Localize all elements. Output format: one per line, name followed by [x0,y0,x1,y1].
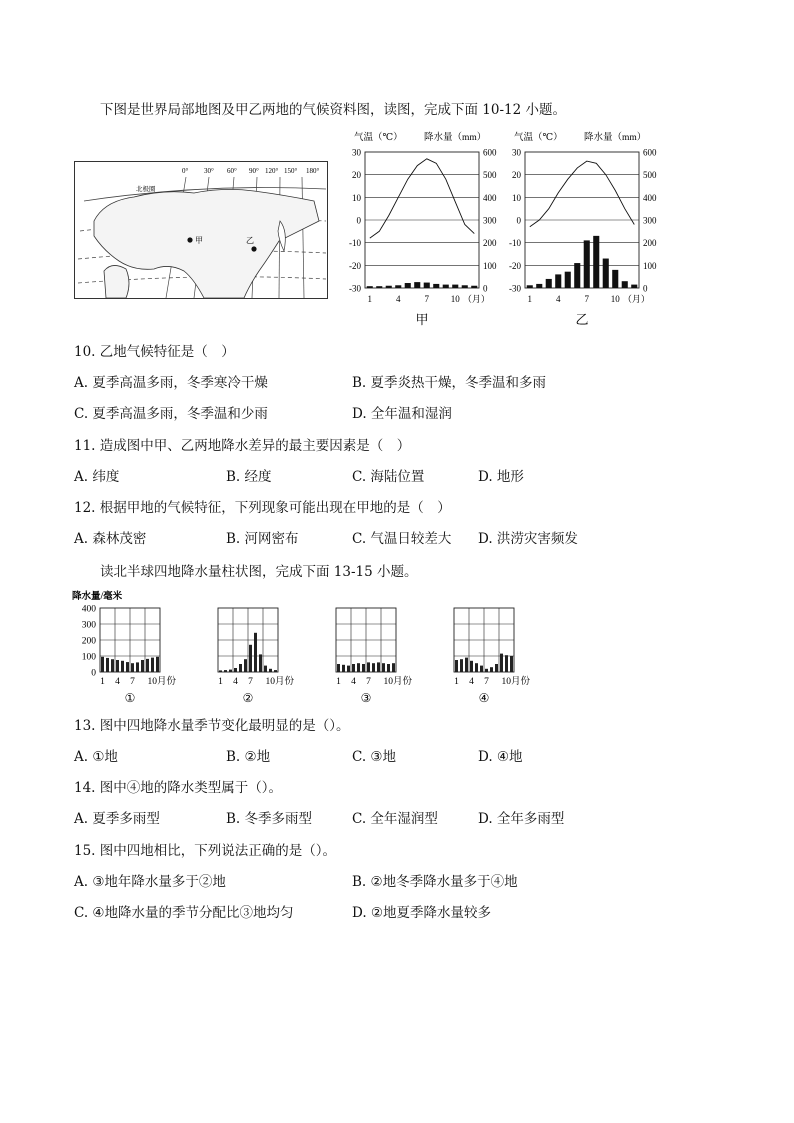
precip-bar [136,662,139,672]
month-tick-label: 7 [366,677,371,687]
q13-stem: 13. 图中四地降水量季节变化最明显的是（）。 [74,718,350,734]
month-tick-label: 4 [556,294,561,304]
precip-bar [433,284,439,288]
precip-bar [387,664,390,672]
climate-chart-jia [340,128,500,334]
precip-bar [244,659,247,672]
precip-bar [362,664,365,672]
q11-option-a[interactable]: A. 纬度 [74,469,120,485]
q14-option-c[interactable]: C. 全年湿润型 [352,811,438,827]
intro-text-2: 读北半球四地降水量柱状图，完成下面 13-15 小题。 [100,564,418,580]
precip-bar [106,658,109,672]
precipitation-charts-svg [70,588,550,708]
month-tick-label: 1 [454,677,459,687]
q14-stem: 14. 图中④地的降水类型属于（）。 [74,780,283,796]
precip-y-tick: 200 [81,636,96,647]
precip-bar [116,660,119,672]
precip-tick-label: 400 [643,192,657,203]
precip-bar [536,284,542,288]
q13-option-d[interactable]: D. ④地 [478,749,523,765]
precip-bar [546,279,552,288]
precip-bar [357,663,360,672]
temp-tick-label: 10 [512,192,521,203]
intro-text-1: 下图是世界局部地图及甲乙两地的气候资料图，读图，完成下面 10-12 小题。 [100,102,566,118]
precip-bar [527,285,533,288]
chart-number-label: ② [242,691,254,705]
q12-stem: 12. 根据甲地的气候特征，下列现象可能出现在甲地的是（ ） [74,500,451,516]
q12-option-b[interactable]: B. 河网密布 [226,531,299,547]
q11-option-c[interactable]: C. 海陆位置 [352,469,425,485]
precip-tick-label: 500 [483,170,497,181]
precipitation-charts [70,588,550,708]
precip-bar [229,670,232,672]
precip-bar [367,662,370,672]
precip-tick-label: 500 [643,170,657,181]
longitude-label: 150° [284,167,298,175]
precip-bar [452,285,458,288]
temp-tick-label: 0 [356,215,361,226]
precip-tick-label: 300 [643,215,657,226]
month-tick-label: 7 [584,294,589,304]
precip-bar [505,655,508,672]
place-jia-dot [187,237,192,242]
month-tick-label: 10 [450,294,460,304]
precip-bar [259,654,262,672]
chart-number-label: ③ [360,691,372,705]
q15-option-a[interactable]: A. ③地年降水量多于②地 [74,874,226,890]
precip-bar [631,285,637,288]
precip-bar [414,282,420,288]
precip-tick-label: 200 [483,238,497,249]
precip-bar [485,669,488,672]
precip-bar [405,283,411,288]
month-tick-label: 4 [233,677,238,687]
month-tick-label: 1 [367,294,372,304]
precip-bar [264,666,267,672]
precip-tick-label: 600 [643,147,657,158]
q13-option-b[interactable]: B. ②地 [226,749,271,765]
precip-bar [269,669,272,672]
month-tick-label: 7 [424,294,429,304]
precip-bar [386,286,392,288]
q14-option-b[interactable]: B. 冬季多雨型 [226,811,313,827]
precip-bar [622,281,628,288]
world-map-figure [74,161,328,301]
precip-axis-label: 降水量（mm） [424,133,487,143]
precip-bar [480,666,483,672]
month-tick-label: 1 [336,677,341,687]
precip-bar [470,661,473,672]
arctic-circle-label: 北极圈 [136,186,156,193]
precip-bar [337,664,340,672]
climate-chart-yi [500,128,665,334]
month-tick-label: 4 [351,677,356,687]
place-jia-label: 甲 [195,236,203,245]
month-tick-label: 1 [527,294,532,304]
precip-bar [352,664,355,672]
precip-ylabel: 降水量/毫米 [72,592,123,602]
precip-bar [593,236,599,288]
precip-bar [239,664,242,672]
precip-bar [126,662,129,672]
precip-bar [146,659,149,672]
precip-y-tick: 0 [91,668,96,679]
precip-bar [462,285,468,288]
place-yi-dot [251,246,256,251]
chart-name-label: 乙 [575,312,589,327]
precip-tick-label: 100 [643,260,657,271]
precip-bar [584,240,590,288]
q12-option-d[interactable]: D. 洪涝灾害频发 [478,531,578,547]
q11-stem: 11. 造成图中甲、乙两地降水差异的最主要因素是（ ） [74,438,411,454]
precip-bar [342,665,345,672]
place-yi-label: 乙 [246,236,254,245]
climate-chart-jia-svg [340,128,500,334]
chart-number-label: ① [124,691,136,705]
month-tick-label: 7 [248,677,253,687]
precip-bar [465,658,468,672]
q11-option-b[interactable]: B. 经度 [226,469,272,485]
q10-option-d[interactable]: D. 全年温和湿润 [352,406,452,422]
longitude-label: 180° [306,167,320,175]
q15-option-c[interactable]: C. ④地降水量的季节分配比③地均匀 [74,905,294,921]
precip-bar [495,664,498,672]
precip-bar [141,660,144,672]
precip-bar [510,656,513,672]
precip-tick-label: 400 [483,192,497,203]
temp-tick-label: -30 [349,283,361,294]
month-tick-label: 10月份 [265,677,295,687]
precip-bar [224,670,227,672]
q15-stem: 15. 图中四地相比，下列说法正确的是（）。 [74,843,337,859]
temp-tick-label: 30 [512,147,521,158]
precip-bar [131,663,134,672]
precip-bar [111,659,114,672]
chart-name-label: 甲 [415,312,429,327]
precip-tick-label: 300 [483,215,497,226]
precip-bar [254,633,257,672]
temp-axis-label: 气温（℃） [514,133,563,143]
temp-axis-label: 气温（℃） [354,133,403,143]
precip-bar [565,272,571,288]
month-tick-label: 4 [115,677,120,687]
q15-option-d[interactable]: D. ②地夏季降水量较多 [352,905,492,921]
precip-bar [490,667,493,672]
temp-tick-label: -30 [509,283,521,294]
precip-bar [372,663,375,672]
precip-bar [274,670,277,672]
q12-option-c[interactable]: C. 气温日较差大 [352,531,452,547]
month-tick-label: 7 [484,677,489,687]
chart-number-label: ④ [478,691,490,705]
precip-bar [156,657,159,672]
month-tick-label: 10 [610,294,620,304]
precip-bar [574,263,580,288]
q12-option-a[interactable]: A. 森林茂密 [74,531,147,547]
q14-option-d[interactable]: D. 全年多雨型 [478,811,565,827]
q10-stem: 10. 乙地气候特征是（ ） [74,344,235,360]
precip-bar [471,286,477,288]
month-tick-label: 1 [100,677,105,687]
precip-bar [392,663,395,672]
temp-tick-label: 20 [512,170,521,181]
month-tick-label: 10月份 [383,677,413,687]
month-tick-label: 7 [130,677,135,687]
month-unit-label: （月） [462,294,490,304]
q15-option-b[interactable]: B. ②地冬季降水量多于④地 [352,874,518,890]
precip-y-tick: 300 [81,620,96,631]
precip-bar [377,662,380,672]
precip-bar [555,274,561,288]
month-tick-label: 4 [469,677,474,687]
precip-bar [367,286,373,288]
precip-bar [382,663,385,672]
month-unit-label: （月） [622,294,650,304]
longitude-label: 0° [182,167,189,175]
world-map-svg [74,161,328,301]
precip-tick-label: 0 [483,283,488,294]
month-tick-label: 4 [396,294,401,304]
q14-option-a[interactable]: A. 夏季多雨型 [74,811,160,827]
q13-option-c[interactable]: C. ③地 [352,749,397,765]
precip-bar [219,670,222,672]
precip-bar [455,660,458,672]
temp-tick-label: 20 [352,170,361,181]
precip-bar [121,661,124,672]
climate-chart-yi-svg [500,128,665,334]
precip-tick-label: 100 [483,260,497,271]
month-tick-label: 10月份 [501,677,531,687]
precip-tick-label: 200 [643,238,657,249]
precip-bar [234,668,237,672]
precip-bar [475,663,478,672]
temp-tick-label: 30 [352,147,361,158]
precip-axis-label: 降水量（mm） [584,133,647,143]
precip-y-tick: 100 [81,652,96,663]
temp-tick-label: 10 [352,192,361,203]
temp-tick-label: -10 [349,238,361,249]
precip-bar [500,654,503,672]
precip-bar [249,645,252,672]
temperature-line [530,161,635,227]
precip-tick-label: 600 [483,147,497,158]
precip-bar [151,658,154,672]
month-tick-label: 10月份 [147,677,177,687]
temp-tick-label: -10 [509,238,521,249]
temp-tick-label: -20 [349,260,361,271]
precip-bar [443,285,449,288]
precip-tick-label: 0 [643,283,648,294]
precip-bar [347,666,350,672]
precip-y-tick: 400 [81,604,96,615]
precip-bar [460,659,463,672]
q10-option-c[interactable]: C. 夏季高温多雨，冬季温和少雨 [74,406,268,422]
precip-bar [603,259,609,288]
q10-option-a[interactable]: A. 夏季高温多雨，冬季寒冷干燥 [74,375,268,391]
temp-tick-label: -20 [509,260,521,271]
longitude-label: 90° [249,167,259,175]
precip-bar [376,286,382,288]
month-tick-label: 1 [218,677,223,687]
q11-option-d[interactable]: D. 地形 [478,469,524,485]
temperature-line [370,159,475,238]
precip-bar [395,285,401,288]
q13-option-a[interactable]: A. ①地 [74,749,118,765]
precip-bar [424,283,430,288]
longitude-label: 120° [265,167,279,175]
precip-bar [612,270,618,288]
land-outline [104,265,129,298]
longitude-label: 30° [204,167,214,175]
precip-bar [101,657,104,672]
longitude-label: 60° [227,167,237,175]
temp-tick-label: 0 [516,215,521,226]
q10-option-b[interactable]: B. 夏季炎热干燥，冬季温和多雨 [352,375,547,391]
